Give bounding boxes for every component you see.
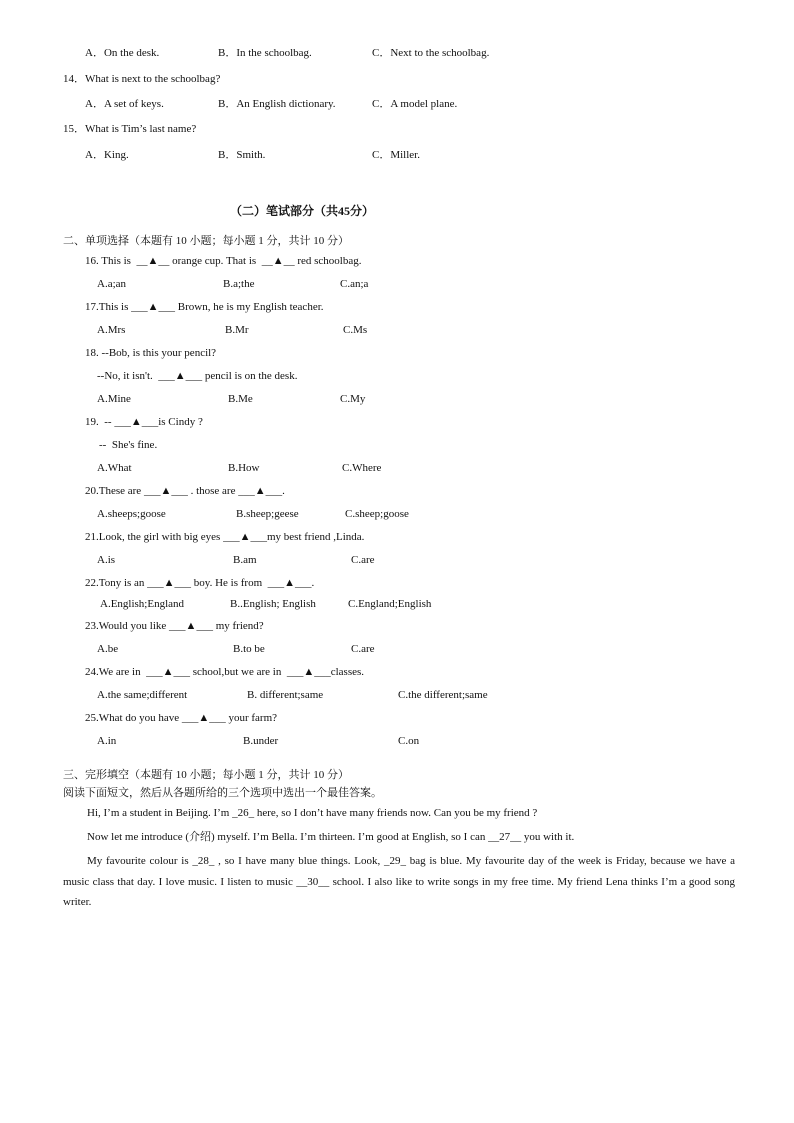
q16-option-b: B.a;the	[223, 278, 255, 290]
q14-option-a: A．A set of keys.	[85, 98, 164, 110]
q14-question: What is next to the schoolbag?	[85, 73, 221, 85]
q22-option-b: B..English; English	[230, 598, 316, 610]
q15-option-a: A．King.	[85, 149, 129, 161]
q15-question: What is Tim’s last name?	[85, 123, 197, 135]
q25-option-a: A.in	[97, 735, 117, 747]
q13-option-c: C．Next to the schoolbag.	[372, 47, 490, 59]
q14-option-b: B．An English dictionary.	[218, 98, 336, 110]
q23-option-b: B.to be	[233, 643, 265, 655]
q15-option-c: C．Miller.	[372, 149, 420, 161]
section3-heading: 三、完形填空（本题有 10 小题；每小题 1 分，共计 10 分）	[63, 769, 349, 781]
q23-option-a: A.be	[97, 643, 119, 655]
q19-stem-1: 19. -- ___▲___is Cindy ?	[85, 416, 203, 428]
q16-option-a: A.a;an	[97, 278, 127, 290]
cloze-paragraph-3	[63, 851, 735, 913]
q19-stem-2: -- She's fine.	[99, 439, 158, 451]
q17-option-b: B.Mr	[225, 324, 249, 336]
cloze-paragraph-1-text: Hi, I’m a student in Beijing. I’m _26_ here, so I don’t have many friends now. Can you be my friend ?	[87, 807, 538, 819]
q24-option-b: B. different;same	[247, 689, 324, 701]
q24-option-a: A.the same;different	[97, 689, 188, 701]
section2-heading: 二、单项选择（本题有 10 小题；每小题 1 分，共计 10 分）	[63, 235, 349, 247]
q16-option-c: C.an;a	[340, 278, 369, 290]
cloze-paragraph-3-text: My favourite colour is _28_ , so I have many blue things. Look, _29_ bag is blue. My favourite day of the week is Friday, because we have a music class that day. I love music. I listen to music __30__ school. I also like to write songs in my free time. My friend Lena thinks I’m a good song writer.	[63, 855, 735, 908]
q25-option-c: C.on	[398, 735, 420, 747]
q13-option-a: A．On the desk.	[85, 47, 160, 59]
q18-option-b: B.Me	[228, 393, 253, 405]
q23-option-c: C.are	[351, 643, 375, 655]
cloze-paragraph-2-text: Now let me introduce (介绍) myself. I’m Bella. I’m thirteen. I’m good at English, so I can __27__ you with it.	[87, 831, 575, 843]
q14	[63, 72, 220, 86]
q19-option-b: B.How	[228, 462, 260, 474]
q23-stem: 23.Would you like ___▲___ my friend?	[85, 620, 264, 632]
q18-stem-1: 18. --Bob, is this your pencil?	[85, 347, 217, 359]
q22-option-c: C.England;English	[348, 598, 432, 610]
q20-stem: 20.These are ___▲___ . those are ___▲___.	[85, 485, 285, 497]
written-part-title: （二）笔试部分（共45分）	[230, 204, 375, 218]
q20-option-b: B.sheep;geese	[236, 508, 299, 520]
q15-number: 15．	[63, 123, 85, 135]
cloze-paragraph-1	[63, 803, 735, 824]
q21-stem: 21.Look, the girl with big eyes ___▲___my best friend ,Linda.	[85, 531, 365, 543]
q20-option-c: C.sheep;goose	[345, 508, 409, 520]
q22-stem: 22.Tony is an ___▲___ boy. He is from ___▲___.	[85, 577, 315, 589]
q17-stem: 17.This is ___▲___ Brown, he is my English teacher.	[85, 301, 324, 313]
q25-option-b: B.under	[243, 735, 279, 747]
q14-option-c: C．A model plane.	[372, 98, 458, 110]
q19-option-c: C.Where	[342, 462, 382, 474]
q21-option-c: C.are	[351, 554, 375, 566]
q15-option-b: B．Smith.	[218, 149, 266, 161]
q19-option-a: A.What	[97, 462, 132, 474]
q24-option-c: C.the different;same	[398, 689, 488, 701]
section3-instruction: 阅读下面短文，然后从各题所给的三个选项中选出一个最佳答案。	[63, 787, 382, 799]
q17-option-c: C.Ms	[343, 324, 368, 336]
q18-option-c: C.My	[340, 393, 366, 405]
q18-stem-2: --No, it isn't. ___▲___ pencil is on the desk.	[97, 370, 298, 382]
q16-stem: 16. This is __▲__ orange cup. That is __▲__ red schoolbag.	[85, 255, 362, 267]
q13-option-b: B．In the schoolbag.	[218, 47, 312, 59]
q15	[63, 122, 196, 136]
q21-option-a: A.is	[97, 554, 116, 566]
q17-option-a: A.Mrs	[97, 324, 126, 336]
q24-stem: 24.We are in ___▲___ school,but we are in ___▲___classes.	[85, 666, 365, 678]
q14-number: 14．	[63, 73, 85, 85]
q21-option-b: B.am	[233, 554, 257, 566]
q25-stem: 25.What do you have ___▲___ your farm?	[85, 712, 278, 724]
q22-option-a: A.English;England	[100, 598, 185, 610]
q20-option-a: A.sheeps;goose	[97, 508, 166, 520]
q18-option-a: A.Mine	[97, 393, 131, 405]
cloze-paragraph-2	[63, 827, 735, 848]
